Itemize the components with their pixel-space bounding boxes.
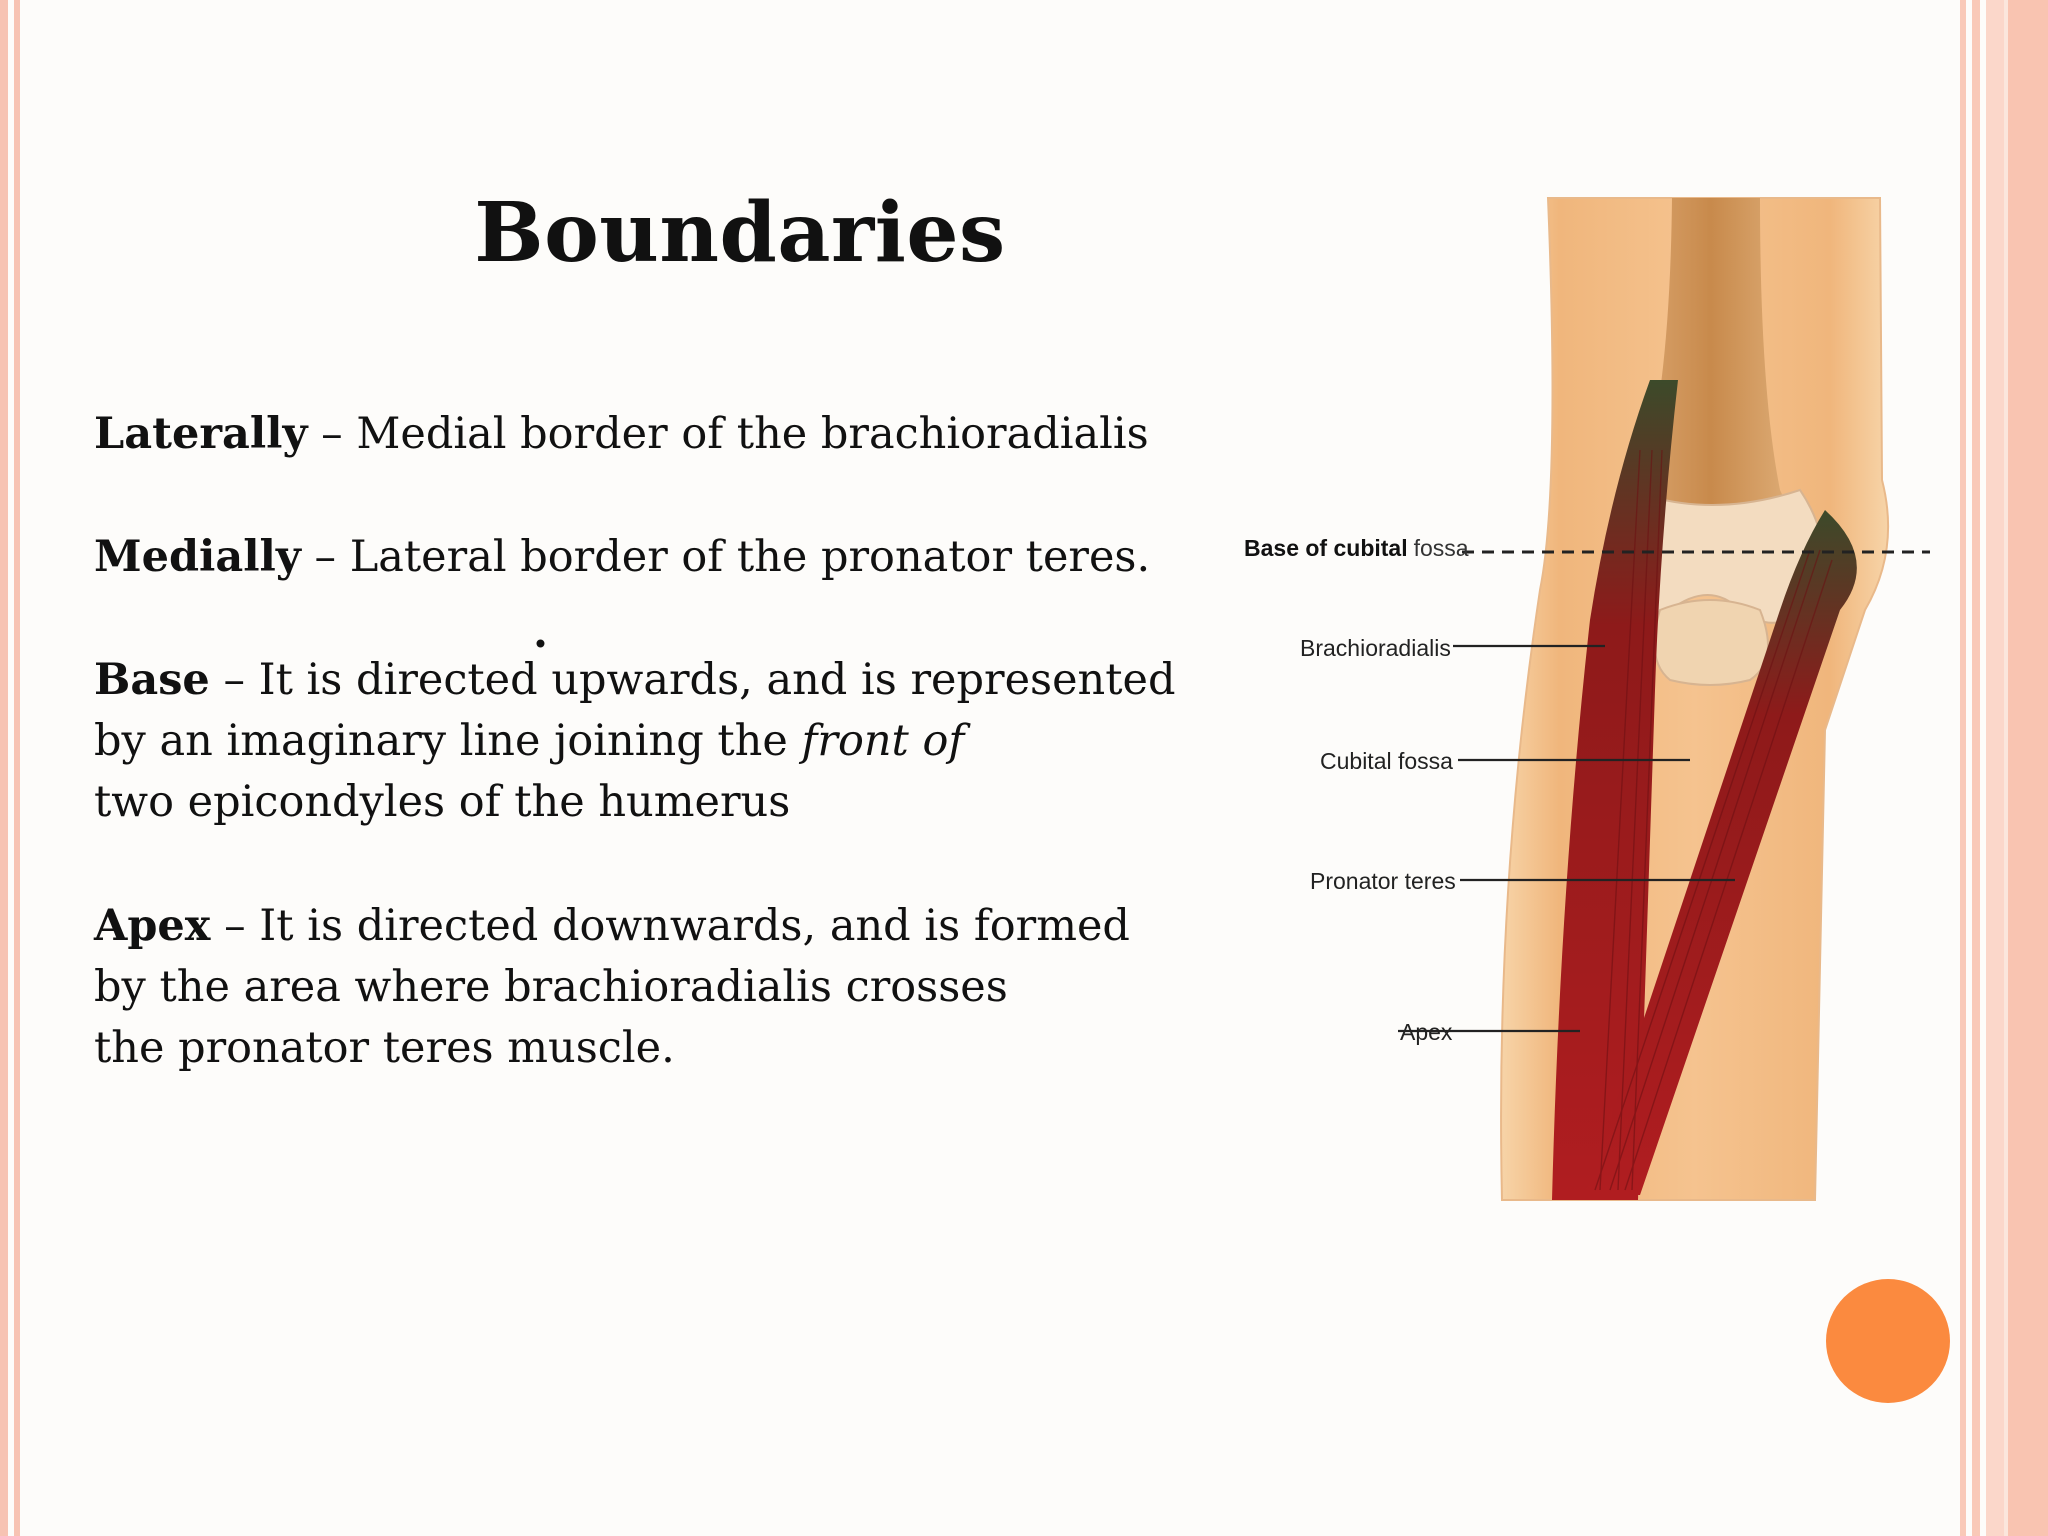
medially-text: – Lateral border of the pronator teres. <box>314 532 1151 582</box>
base-text-line1: – It is directed upwards, and is represented <box>223 655 1176 705</box>
term-medially: Medially <box>94 532 301 582</box>
laterally-text: – Medial border of the brachioradialis <box>321 409 1149 459</box>
apex-text-line2: by the area where brachioradialis crosses <box>94 962 1008 1012</box>
base-text-line2-italic: front of <box>801 716 965 766</box>
term-base: Base <box>94 655 210 705</box>
boundary-laterally <box>94 404 1194 465</box>
label-cubital-fossa: Cubital fossa <box>1320 748 1453 774</box>
slide-frame-left-inner <box>14 0 20 1536</box>
slide-title: Boundaries <box>474 185 1006 281</box>
label-brachioradialis: Brachioradialis <box>1300 635 1451 661</box>
term-apex: Apex <box>94 901 211 951</box>
label-pronator-teres: Pronator teres <box>1310 868 1456 894</box>
boundary-base <box>94 650 1194 833</box>
stray-dot: . <box>533 608 548 658</box>
base-text-line3: two epicondyles of the humerus <box>94 777 791 827</box>
label-apex: Apex <box>1400 1019 1453 1045</box>
trochlea-bone <box>1654 600 1768 685</box>
apex-text-line3: the pronator teres muscle. <box>94 1023 675 1073</box>
boundary-medially <box>94 527 1194 588</box>
orange-circle-decoration <box>1826 1279 1950 1403</box>
boundary-apex <box>94 896 1194 1079</box>
slide-frame-right-band <box>1960 0 1966 1536</box>
slide-frame-right-band <box>1986 0 2048 1536</box>
cubital-fossa-diagram <box>1240 190 1940 1230</box>
slide-frame-right-band <box>1972 0 1980 1536</box>
apex-text-line1: – It is directed downwards, and is formed <box>224 901 1130 951</box>
base-text-line2: by an imaginary line joining the <box>94 716 802 766</box>
slide-frame-left-outer <box>0 0 8 1536</box>
term-laterally: Laterally <box>94 409 308 459</box>
label-base-of-cubital-fossa: Base of cubital fossa <box>1244 535 1469 561</box>
